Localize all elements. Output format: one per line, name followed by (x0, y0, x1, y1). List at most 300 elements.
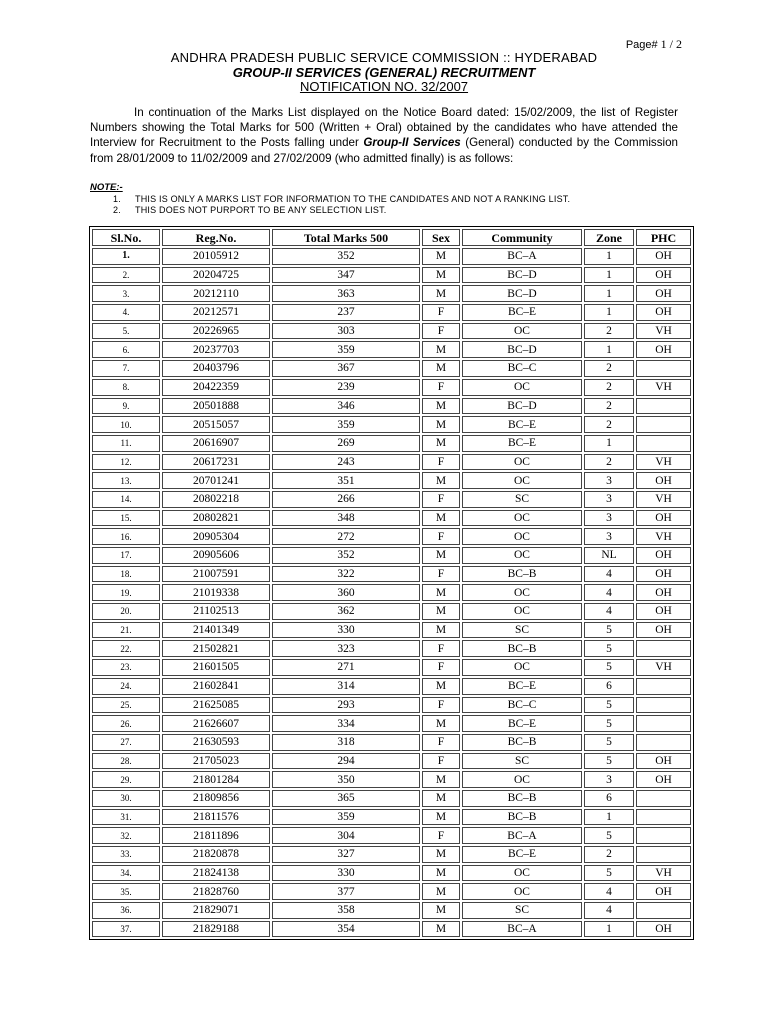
sex-cell: F (422, 659, 460, 676)
zone-cell: 3 (584, 491, 634, 508)
total-marks-cell: 377 (272, 883, 420, 900)
sex-cell: F (422, 304, 460, 321)
total-marks-cell: 359 (272, 416, 420, 433)
sex-cell: M (422, 865, 460, 882)
phc-cell (636, 416, 691, 433)
zone-cell: 5 (584, 827, 634, 844)
header-phc: PHC (636, 229, 691, 246)
table-row (92, 341, 691, 358)
zone-cell: 2 (584, 846, 634, 863)
community-cell: OC (462, 865, 582, 882)
reg-no-cell: 21602841 (162, 678, 270, 695)
sex-cell: M (422, 846, 460, 863)
reg-no-cell: 21630593 (162, 734, 270, 751)
table-row (92, 603, 691, 620)
community-cell: SC (462, 753, 582, 770)
phc-cell: OH (636, 304, 691, 321)
phc-cell (636, 734, 691, 751)
note-title: NOTE:- (90, 182, 123, 193)
zone-cell: 1 (584, 304, 634, 321)
sex-cell: M (422, 435, 460, 452)
marks-table-body (92, 248, 691, 937)
community-cell: SC (462, 902, 582, 919)
reg-no-cell: 20403796 (162, 360, 270, 377)
sl-no-cell: 4. (92, 304, 160, 321)
community-cell: BC–A (462, 248, 582, 265)
notification-number: NOTIFICATION NO. 32/2007 (299, 79, 469, 94)
sl-no-cell: 7. (92, 360, 160, 377)
sl-no-cell: 36. (92, 902, 160, 919)
reg-no-cell: 21829071 (162, 902, 270, 919)
zone-cell: 2 (584, 454, 634, 471)
phc-cell: OH (636, 267, 691, 284)
intro-paragraph (90, 105, 678, 166)
phc-cell (636, 846, 691, 863)
sex-cell: M (422, 584, 460, 601)
reg-no-cell: 20422359 (162, 379, 270, 396)
community-cell: BC–E (462, 715, 582, 732)
sl-no-cell: 30. (92, 790, 160, 807)
zone-cell: 1 (584, 285, 634, 302)
zone-cell: 1 (584, 341, 634, 358)
reg-no-cell: 20616907 (162, 435, 270, 452)
sl-no-cell: 10. (92, 416, 160, 433)
table-row (92, 865, 691, 882)
reg-no-cell: 20501888 (162, 398, 270, 415)
sl-no-cell: 8. (92, 379, 160, 396)
reg-no-cell: 21820878 (162, 846, 270, 863)
marks-table (89, 226, 694, 940)
header-sl-no: Sl.No. (92, 229, 160, 246)
sl-no-cell: 20. (92, 603, 160, 620)
intro-text-1: In continuation of the Marks List displayed on the Notice Board dated: 15/02/2009, the list of Register Numbers showing the Total Marks for 500 (Written + Oral) obtained by the candidates who have attended the Interview for Recruitment to the Posts falling under (90, 106, 678, 150)
table-row (92, 379, 691, 396)
table-row (92, 528, 691, 545)
reg-no-cell: 21829188 (162, 921, 270, 938)
zone-cell: 2 (584, 416, 634, 433)
phc-cell (636, 435, 691, 452)
community-cell: BC–B (462, 734, 582, 751)
phc-cell: OH (636, 771, 691, 788)
total-marks-cell: 237 (272, 304, 420, 321)
phc-cell (636, 809, 691, 826)
zone-cell: 4 (584, 603, 634, 620)
community-cell: BC–D (462, 341, 582, 358)
page-number-value: 1 / 2 (660, 37, 682, 51)
reg-no-cell: 21401349 (162, 622, 270, 639)
sex-cell: F (422, 379, 460, 396)
zone-cell: 5 (584, 659, 634, 676)
reg-no-cell: 21828760 (162, 883, 270, 900)
community-cell: OC (462, 454, 582, 471)
total-marks-cell: 346 (272, 398, 420, 415)
zone-cell: 4 (584, 902, 634, 919)
sex-cell: F (422, 323, 460, 340)
community-cell: BC–A (462, 921, 582, 938)
zone-cell: 5 (584, 865, 634, 882)
sl-no-cell: 11. (92, 435, 160, 452)
table-row (92, 491, 691, 508)
phc-cell: OH (636, 584, 691, 601)
table-row (92, 435, 691, 452)
table-row (92, 454, 691, 471)
zone-cell: 2 (584, 323, 634, 340)
reg-no-cell: 21502821 (162, 640, 270, 657)
table-row (92, 921, 691, 938)
sex-cell: M (422, 510, 460, 527)
sex-cell: M (422, 285, 460, 302)
community-cell: OC (462, 883, 582, 900)
table-header-row (92, 229, 691, 246)
reg-no-cell: 20617231 (162, 454, 270, 471)
phc-cell: VH (636, 379, 691, 396)
note-item-text: THIS IS ONLY A MARKS LIST FOR INFORMATION TO THE CANDIDATES AND NOT A RANKING LIST. (135, 194, 571, 204)
zone-cell: 5 (584, 640, 634, 657)
table-row (92, 902, 691, 919)
zone-cell: 1 (584, 248, 634, 265)
phc-cell (636, 902, 691, 919)
reg-no-cell: 20701241 (162, 472, 270, 489)
table-row (92, 697, 691, 714)
reg-no-cell: 20204725 (162, 267, 270, 284)
sex-cell: M (422, 921, 460, 938)
reg-no-cell: 21102513 (162, 603, 270, 620)
community-cell: SC (462, 622, 582, 639)
community-cell: BC–C (462, 360, 582, 377)
zone-cell: 6 (584, 678, 634, 695)
reg-no-cell: 20802218 (162, 491, 270, 508)
sl-no-cell: 29. (92, 771, 160, 788)
reg-no-cell: 20212571 (162, 304, 270, 321)
table-row (92, 827, 691, 844)
note-item-number: 2. (113, 205, 121, 215)
phc-cell (636, 715, 691, 732)
table-row (92, 304, 691, 321)
sl-no-cell: 32. (92, 827, 160, 844)
table-row (92, 659, 691, 676)
sl-no-cell: 16. (92, 528, 160, 545)
community-cell: OC (462, 547, 582, 564)
community-cell: BC–D (462, 398, 582, 415)
sl-no-cell: 34. (92, 865, 160, 882)
community-cell: OC (462, 510, 582, 527)
total-marks-cell: 322 (272, 566, 420, 583)
phc-cell: VH (636, 454, 691, 471)
zone-cell: 1 (584, 809, 634, 826)
community-cell: BC–E (462, 846, 582, 863)
sl-no-cell: 3. (92, 285, 160, 302)
phc-cell: OH (636, 921, 691, 938)
sl-no-cell: 23. (92, 659, 160, 676)
community-cell: BC–E (462, 304, 582, 321)
table-row (92, 566, 691, 583)
zone-cell: 3 (584, 472, 634, 489)
total-marks-cell: 334 (272, 715, 420, 732)
table-row (92, 734, 691, 751)
sex-cell: M (422, 902, 460, 919)
table-row (92, 472, 691, 489)
total-marks-cell: 359 (272, 809, 420, 826)
total-marks-cell: 303 (272, 323, 420, 340)
total-marks-cell: 350 (272, 771, 420, 788)
community-cell: BC–E (462, 435, 582, 452)
community-cell: BC–B (462, 809, 582, 826)
table-row (92, 883, 691, 900)
sl-no-cell: 14. (92, 491, 160, 508)
zone-cell: 4 (584, 883, 634, 900)
community-cell: OC (462, 771, 582, 788)
note-item-number: 1. (113, 194, 121, 204)
total-marks-cell: 314 (272, 678, 420, 695)
reg-no-cell: 20105912 (162, 248, 270, 265)
total-marks-cell: 359 (272, 341, 420, 358)
reg-no-cell: 20905304 (162, 528, 270, 545)
sl-no-cell: 21. (92, 622, 160, 639)
sex-cell: F (422, 528, 460, 545)
community-cell: BC–D (462, 267, 582, 284)
zone-cell: 1 (584, 435, 634, 452)
reg-no-cell: 20212110 (162, 285, 270, 302)
community-cell: OC (462, 472, 582, 489)
sl-no-cell: 15. (92, 510, 160, 527)
table-row (92, 547, 691, 564)
phc-cell: VH (636, 323, 691, 340)
phc-cell: OH (636, 248, 691, 265)
reg-no-cell: 21824138 (162, 865, 270, 882)
sex-cell: M (422, 267, 460, 284)
sl-no-cell: 31. (92, 809, 160, 826)
total-marks-cell: 327 (272, 846, 420, 863)
sex-cell: M (422, 547, 460, 564)
sex-cell: M (422, 416, 460, 433)
sex-cell: M (422, 790, 460, 807)
community-cell: OC (462, 323, 582, 340)
intro-bold-services: Group-II Services (363, 136, 461, 150)
phc-cell (636, 678, 691, 695)
reg-no-cell: 21705023 (162, 753, 270, 770)
total-marks-cell: 293 (272, 697, 420, 714)
total-marks-cell: 347 (272, 267, 420, 284)
table-row (92, 285, 691, 302)
table-row (92, 510, 691, 527)
recruitment-title: GROUP-II SERVICES (GENERAL) RECRUITMENT (232, 65, 536, 80)
table-row (92, 846, 691, 863)
reg-no-cell: 20237703 (162, 341, 270, 358)
sex-cell: M (422, 472, 460, 489)
total-marks-cell: 323 (272, 640, 420, 657)
total-marks-cell: 352 (272, 248, 420, 265)
table-row (92, 360, 691, 377)
reg-no-cell: 21801284 (162, 771, 270, 788)
phc-cell: OH (636, 285, 691, 302)
phc-cell: OH (636, 547, 691, 564)
sl-no-cell: 27. (92, 734, 160, 751)
reg-no-cell: 21007591 (162, 566, 270, 583)
zone-cell: 5 (584, 734, 634, 751)
zone-cell: 3 (584, 510, 634, 527)
community-cell: BC–E (462, 678, 582, 695)
reg-no-cell: 21019338 (162, 584, 270, 601)
total-marks-cell: 358 (272, 902, 420, 919)
sex-cell: F (422, 753, 460, 770)
community-cell: OC (462, 603, 582, 620)
table-row (92, 753, 691, 770)
sex-cell: M (422, 398, 460, 415)
phc-cell: OH (636, 341, 691, 358)
sl-no-cell: 2. (92, 267, 160, 284)
zone-cell: 5 (584, 622, 634, 639)
table-row (92, 398, 691, 415)
sex-cell: M (422, 715, 460, 732)
community-cell: BC–C (462, 697, 582, 714)
sl-no-cell: 6. (92, 341, 160, 358)
sex-cell: M (422, 360, 460, 377)
sl-no-cell: 26. (92, 715, 160, 732)
total-marks-cell: 365 (272, 790, 420, 807)
zone-cell: 4 (584, 566, 634, 583)
total-marks-cell: 362 (272, 603, 420, 620)
community-cell: BC–B (462, 640, 582, 657)
phc-cell (636, 360, 691, 377)
zone-cell: 2 (584, 360, 634, 377)
total-marks-cell: 272 (272, 528, 420, 545)
total-marks-cell: 269 (272, 435, 420, 452)
total-marks-cell: 304 (272, 827, 420, 844)
community-cell: OC (462, 379, 582, 396)
sex-cell: F (422, 640, 460, 657)
sl-no-cell: 33. (92, 846, 160, 863)
zone-cell: 1 (584, 267, 634, 284)
table-row (92, 640, 691, 657)
total-marks-cell: 330 (272, 622, 420, 639)
phc-cell (636, 790, 691, 807)
zone-cell: NL (584, 547, 634, 564)
total-marks-cell: 239 (272, 379, 420, 396)
total-marks-cell: 330 (272, 865, 420, 882)
table-row (92, 790, 691, 807)
sl-no-cell: 13. (92, 472, 160, 489)
note-item (113, 205, 386, 215)
table-row (92, 715, 691, 732)
sex-cell: F (422, 734, 460, 751)
sex-cell: M (422, 622, 460, 639)
reg-no-cell: 20905606 (162, 547, 270, 564)
sl-no-cell: 17. (92, 547, 160, 564)
phc-cell: OH (636, 472, 691, 489)
total-marks-cell: 243 (272, 454, 420, 471)
page-number-label: Page# (625, 39, 658, 51)
total-marks-cell: 266 (272, 491, 420, 508)
zone-cell: 5 (584, 697, 634, 714)
community-cell: BC–D (462, 285, 582, 302)
phc-cell: OH (636, 566, 691, 583)
header-reg-no: Reg.No. (162, 229, 270, 246)
zone-cell: 2 (584, 398, 634, 415)
sl-no-cell: 12. (92, 454, 160, 471)
table-row (92, 678, 691, 695)
reg-no-cell: 20226965 (162, 323, 270, 340)
total-marks-cell: 318 (272, 734, 420, 751)
intro-text-2: (General) conducted by the Commission from 28/01/2009 to 11/02/2009 and 27/02/2009 (who admitted finally) is as follows: (90, 136, 678, 165)
total-marks-cell: 352 (272, 547, 420, 564)
zone-cell: 5 (584, 715, 634, 732)
sl-no-cell: 1. (92, 248, 160, 265)
table-row (92, 416, 691, 433)
zone-cell: 4 (584, 584, 634, 601)
community-cell: OC (462, 584, 582, 601)
table-row (92, 584, 691, 601)
community-cell: BC–E (462, 416, 582, 433)
sex-cell: F (422, 697, 460, 714)
zone-cell: 2 (584, 379, 634, 396)
sex-cell: F (422, 566, 460, 583)
sl-no-cell: 5. (92, 323, 160, 340)
reg-no-cell: 21626607 (162, 715, 270, 732)
zone-cell: 5 (584, 753, 634, 770)
community-cell: OC (462, 528, 582, 545)
phc-cell: VH (636, 528, 691, 545)
phc-cell (636, 640, 691, 657)
reg-no-cell: 21811576 (162, 809, 270, 826)
zone-cell: 1 (584, 921, 634, 938)
table-row (92, 248, 691, 265)
note-item (113, 194, 570, 204)
table-row (92, 771, 691, 788)
table-row (92, 323, 691, 340)
zone-cell: 3 (584, 771, 634, 788)
header-community: Community (462, 229, 582, 246)
phc-cell: OH (636, 753, 691, 770)
sl-no-cell: 25. (92, 697, 160, 714)
header-zone: Zone (584, 229, 634, 246)
sex-cell: F (422, 454, 460, 471)
total-marks-cell: 363 (272, 285, 420, 302)
total-marks-cell: 348 (272, 510, 420, 527)
phc-cell: VH (636, 659, 691, 676)
sl-no-cell: 19. (92, 584, 160, 601)
total-marks-cell: 360 (272, 584, 420, 601)
note-item-text: THIS DOES NOT PURPORT TO BE ANY SELECTION LIST. (135, 205, 387, 215)
total-marks-cell: 351 (272, 472, 420, 489)
phc-cell: VH (636, 491, 691, 508)
sex-cell: M (422, 771, 460, 788)
table-row (92, 809, 691, 826)
sex-cell: F (422, 491, 460, 508)
sex-cell: M (422, 883, 460, 900)
community-cell: SC (462, 491, 582, 508)
sl-no-cell: 28. (92, 753, 160, 770)
phc-cell: VH (636, 865, 691, 882)
sex-cell: M (422, 809, 460, 826)
community-cell: OC (462, 659, 582, 676)
sl-no-cell: 18. (92, 566, 160, 583)
total-marks-cell: 354 (272, 921, 420, 938)
phc-cell: OH (636, 510, 691, 527)
reg-no-cell: 20802821 (162, 510, 270, 527)
total-marks-cell: 367 (272, 360, 420, 377)
table-row (92, 267, 691, 284)
total-marks-cell: 271 (272, 659, 420, 676)
community-cell: BC–B (462, 790, 582, 807)
header-total-marks: Total Marks 500 (272, 229, 420, 246)
sl-no-cell: 37. (92, 921, 160, 938)
phc-cell: OH (636, 622, 691, 639)
header-sex: Sex (422, 229, 460, 246)
phc-cell (636, 697, 691, 714)
zone-cell: 3 (584, 528, 634, 545)
community-cell: BC–B (462, 566, 582, 583)
reg-no-cell: 21811896 (162, 827, 270, 844)
